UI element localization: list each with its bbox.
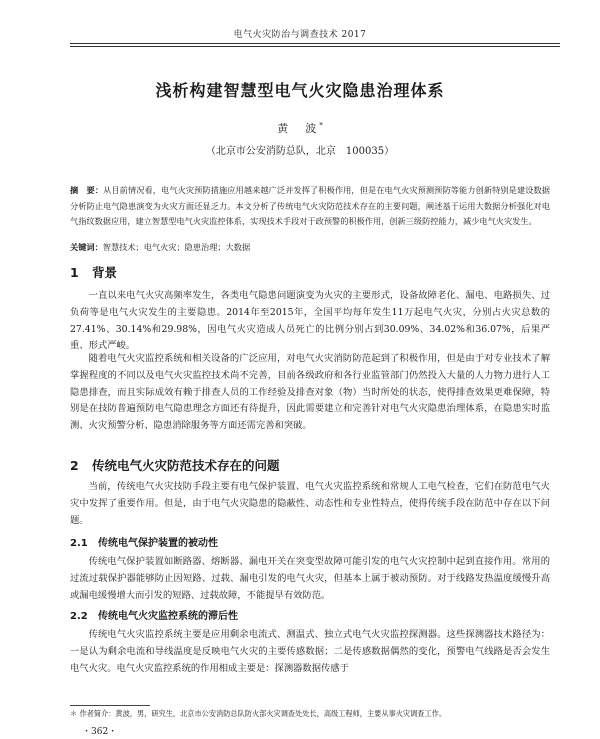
section-1-paragraph-2: 随着电气火灾监控系统和相关设备的广泛应用，对电气火灾消防防范起到了积极作用，但是由于对专业技术了解掌握程度的不同以及电气火灾监控技术尚不完善，目前各级政府和各行业监管部门仍然投入大量的人力物力进行人工隐患排查，而且实际成效有赖于排查人员的工作经验及排查对象（物）当时所处的状态，使得排查效果更难保障，特别是在技防普遍预防电气隐患理念方面还有待提升，因此需要建立和完善针对电气火灾隐患治理体系，在隐患实时监测、火灾预警分析、隐患消除服务等方面还需完善和突破。 [70,353,550,432]
subsection-title: 传统电气保护装置的被动性 [98,538,218,549]
keywords-text: 智慧技术；电气火灾；隐患治理；大数据 [102,242,251,252]
author-footnote: ＊ 作者简介：黄波，男，研究生，北京市公安消防总队防火部火灾调查处处长，高级工程师，主要从事火灾调查工作。 [70,709,447,718]
subsection-2-2-heading [70,607,238,622]
page-number: ・362・ [82,727,118,737]
author-name: 黄 波 [277,122,320,135]
section-title: 背景 [92,265,118,280]
keywords [70,242,550,253]
subsection-2-2-paragraph: 传统电气火灾监控系统主要是应用剩余电流式、测温式、独立式电气火灾监控探测器。这些探测器技术路径为：一是认为剩余电流和导线温度是反映电气火灾的主要传感数据；二是传感数据偶然的变化，预警电气线路是否会发生电气火灾。电气火灾监控系统的作用相成主要是：探测器数据传感于 [70,629,550,674]
abstract-label: 摘 要： [70,185,104,195]
footnote-rule [70,705,150,706]
section-2-paragraph-1: 当前，传统电气火灾技防手段主要有电气保护装置、电气火灾监控系统和常规人工电气检查，它们在防范电气火灾中发挥了重要作用。但是，由于电气火灾隐患的隐蔽性、动态性和专业性特点，使得传统手段在防范中存在以下问题。 [70,481,550,526]
header-rule-top [70,43,560,44]
abstract [70,183,550,230]
header-rule-bottom [70,46,560,47]
keywords-label: 关键词： [70,242,103,252]
subsection-title: 传统电气火灾监控系统的滞后性 [98,611,238,622]
subsection-2-1-paragraph: 传统电气保护装置如断路器、熔断器、漏电开关在突变型故障可能引发的电气火灾控制中起到直接作用。常用的过流过载保护器能够防止因短路、过载、漏电引发的电气火灾，但基本上属于被动预防。对于线路发热温度缓慢升高或漏电缓慢增大而引发的短路、过载故障，不能提早有效防范。 [70,556,550,601]
section-1-heading [70,263,117,281]
author-line [0,120,600,136]
running-header: 电气火灾防治与调查技术 2017 [233,30,367,40]
article-title: 浅析构建智慧型电气火灾隐患治理体系 [155,81,445,100]
subsection-number: 2.2 [70,611,88,622]
subsection-2-1-heading [70,534,218,549]
section-number: 2 [70,458,79,473]
section-2-heading [70,456,280,474]
section-1-paragraph-1: 一直以来电气火灾高频率发生，各类电气隐患问题演变为火灾的主要形式，设备故障老化、漏电、电路损失、过负荷等是电气火灾发生的主要隐患。2014年至2015年，全国平均每年发生11万起电气火灾，分别占火灾总数的27.41%、30.14%和29.98%，因电气火灾造成人员死亡的比例分别占到30.09%、34.02%和36.07%，后果严重、形式严峻。 [70,290,550,352]
affiliation: （北京市公安消防总队，北京 100035） [205,146,395,157]
abstract-text: 从目前情况看，电气火灾预防措施应用越来越广泛并发挥了积极作用，但是在电气火灾预测预防等能力创新特别是建设数据分析防止电气隐患演变为火灾方面还显乏力。本文分析了传统电气火灾防范技术存在的主要问题，阐述基于运用大数据分析强化对电气指纹数据应用，建立智慧型电气火灾监控体系，实现技术手段对于政预警的积极作用，创新三级防控能力，减少电气火灾发生。 [70,185,550,226]
section-number: 1 [70,265,79,280]
subsection-number: 2.1 [70,538,88,549]
section-title: 传统电气火灾防范技术存在的问题 [92,458,280,473]
author-footnote-mark: * [319,121,323,130]
